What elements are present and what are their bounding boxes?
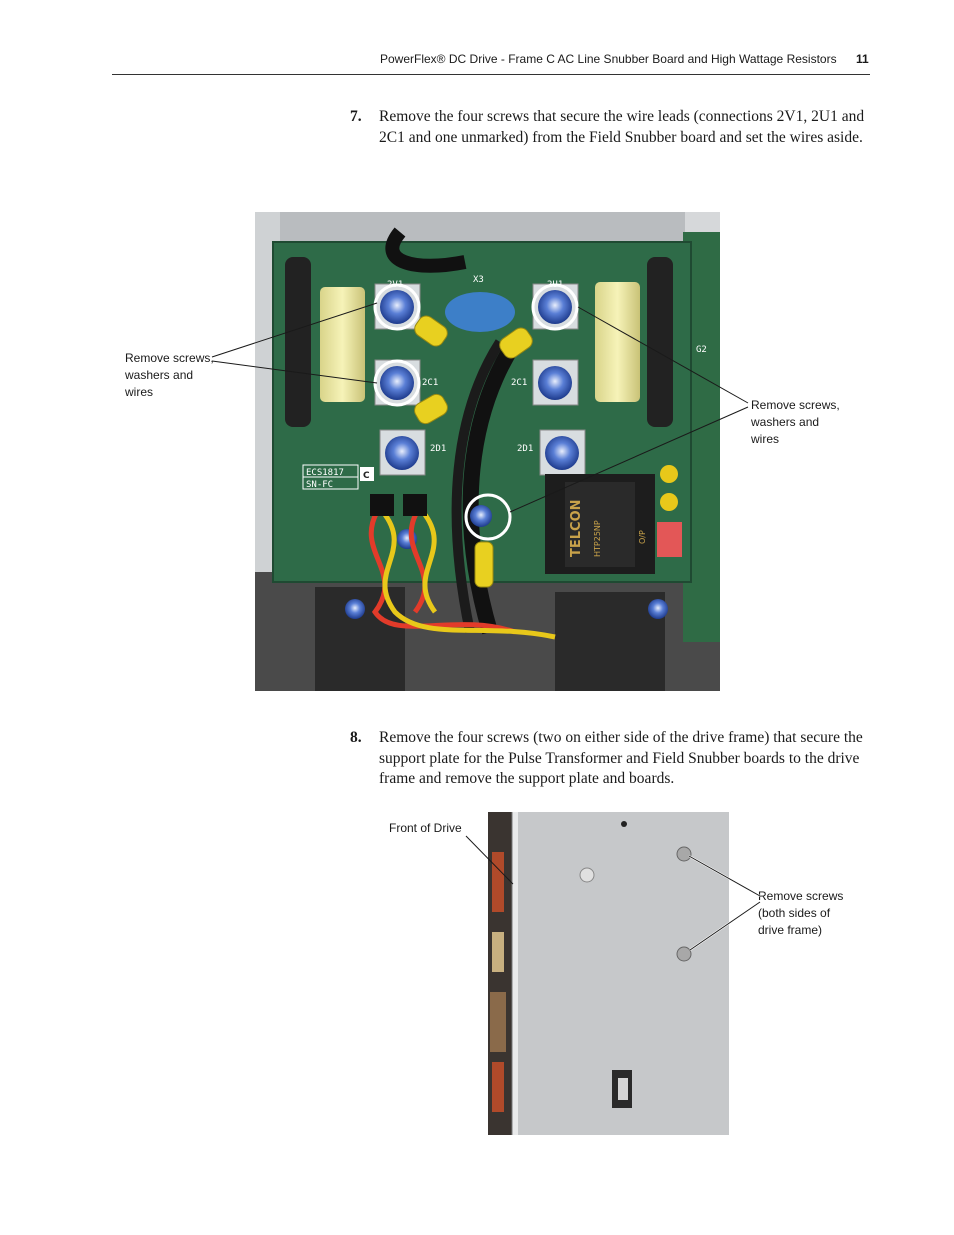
- callout-line: drive frame): [758, 923, 823, 937]
- step-number: 7.: [350, 108, 362, 125]
- snubber-board-illustration: [255, 212, 720, 691]
- step-number: 8.: [350, 729, 362, 746]
- label-2v1: 2V1: [387, 280, 404, 290]
- callout-line: Remove screws: [758, 889, 844, 903]
- label-sn-fc: SN-FC: [306, 480, 334, 490]
- label-c: C: [363, 471, 370, 481]
- callout-line: wires: [751, 432, 780, 446]
- callout-line: washers and: [751, 415, 820, 429]
- label-htp25np: HTP25NP: [593, 520, 602, 557]
- step-8: [350, 728, 870, 790]
- label-2d1-left: 2D1: [430, 444, 447, 454]
- running-header: PowerFlex® DC Drive - Frame C AC Line Snubber Board and High Wattage Resistors: [380, 52, 837, 66]
- step-text: Remove the four screws (two on either side of the drive frame) that secure the support plate for the Pulse Transformer and Field Snubber boards to the drive frame and remove the support plate and boards.: [379, 729, 863, 787]
- callout-line: wires: [125, 385, 154, 399]
- label-ecs1817: ECS1817: [306, 468, 344, 478]
- snubber-board-photo: [255, 212, 720, 691]
- callout-line: (both sides of: [758, 906, 831, 920]
- drive-frame-illustration: [488, 812, 729, 1135]
- step-text: Remove the four screws that secure the wire leads (connections 2V1, 2U1 and 2C1 and one unmarked) from the Field Snubber board and set the wires aside.: [379, 108, 865, 146]
- drive-frame-photo: [488, 812, 729, 1135]
- callout-line: Remove screws,: [125, 351, 214, 365]
- callout-line: washers and: [125, 368, 194, 382]
- callout-line: Remove screws,: [751, 398, 840, 412]
- label-x3: X3: [473, 275, 484, 285]
- label-telcon: TELCON: [569, 499, 584, 557]
- callout-left: [125, 350, 214, 401]
- step-7: [350, 107, 870, 148]
- label-2u1: 2U1: [547, 280, 564, 290]
- callout-front-of-drive: Front of Drive: [389, 821, 462, 835]
- label-2d1-right: 2D1: [517, 444, 534, 454]
- label-2c1-left: 2C1: [422, 378, 439, 388]
- label-g2: G2: [696, 345, 707, 355]
- callout-remove-screws: [758, 888, 843, 939]
- label-op: O/P: [638, 530, 647, 544]
- header-rule: [112, 74, 870, 75]
- page-number: 11: [856, 52, 869, 66]
- label-2c1-right: 2C1: [511, 378, 528, 388]
- callout-right: [751, 397, 840, 448]
